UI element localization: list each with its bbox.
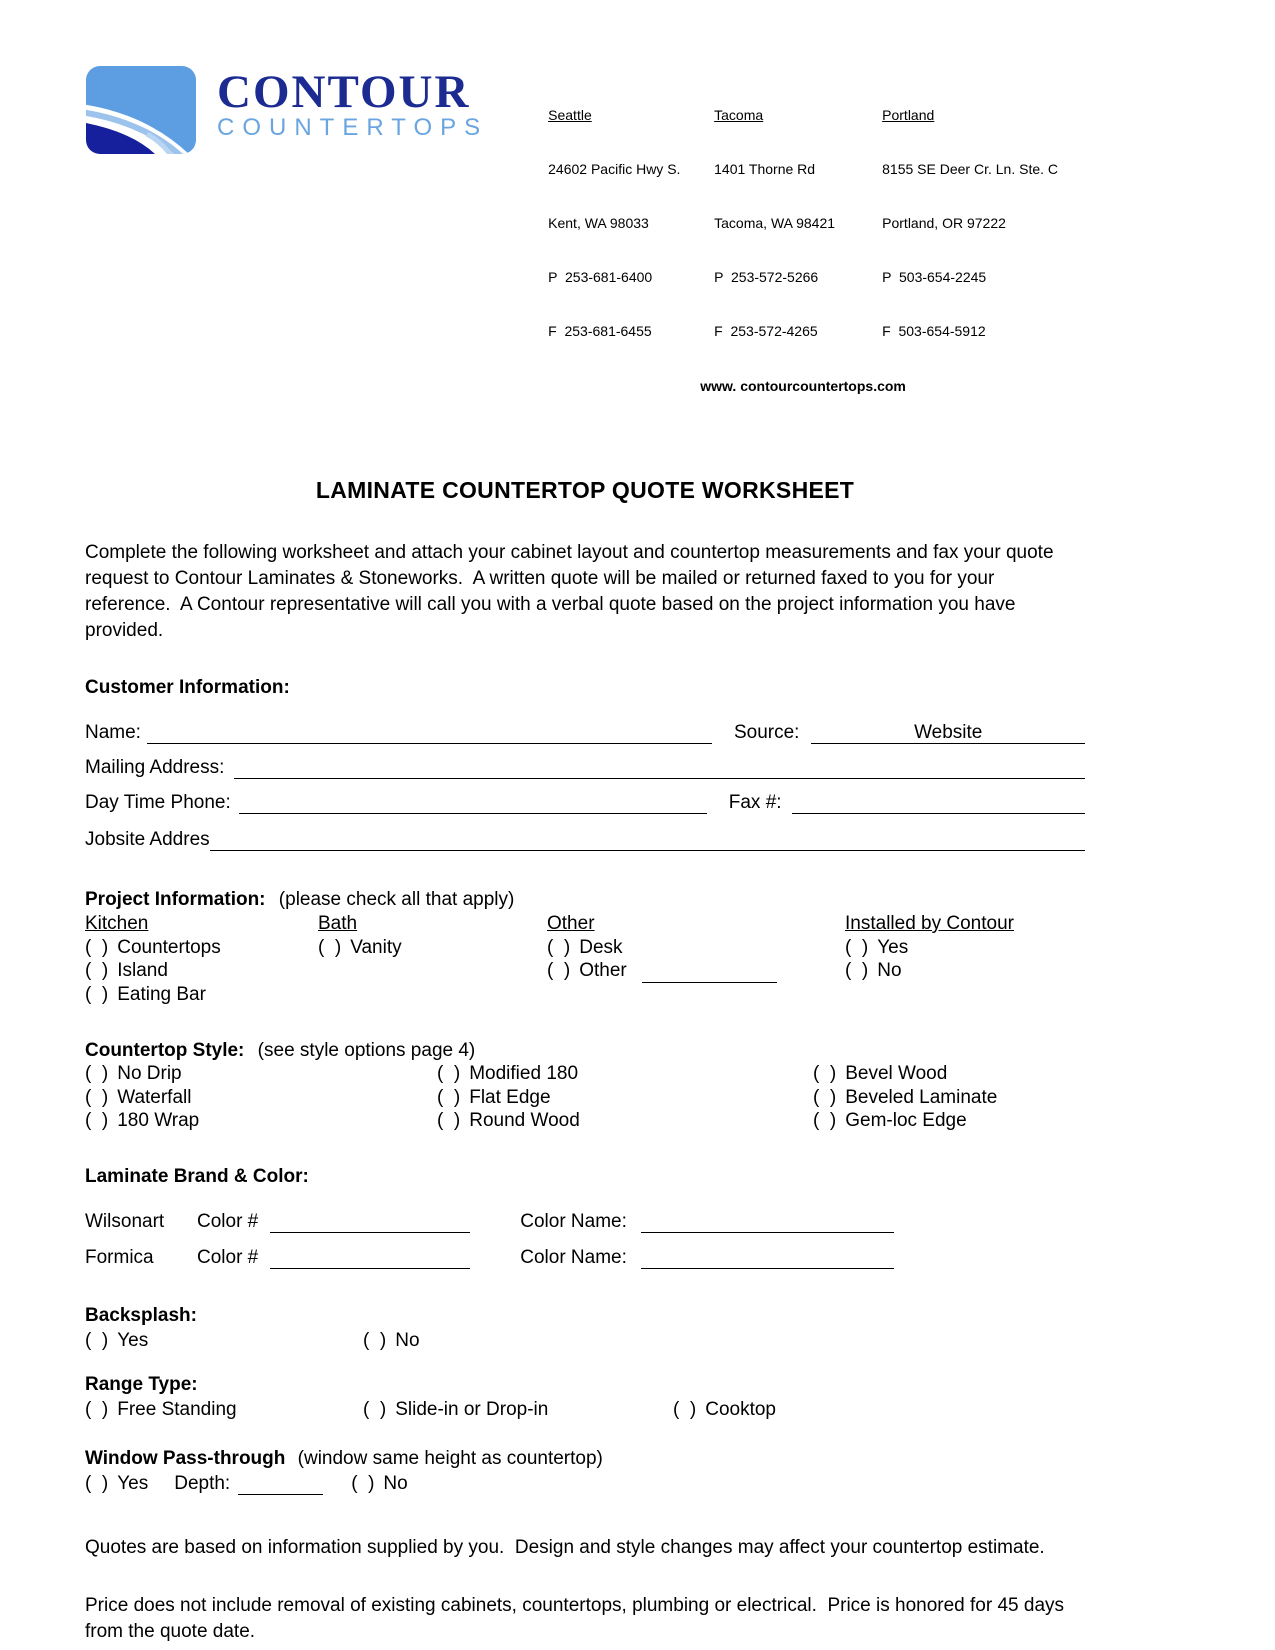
color-number-input-line[interactable] <box>270 1247 470 1269</box>
column-header: Other <box>547 913 595 934</box>
option-label: Island <box>117 960 168 981</box>
window-passthrough-note: (window same height as countertop) <box>297 1447 603 1469</box>
color-number-label: Color # <box>197 1246 259 1268</box>
company-logo <box>85 64 488 162</box>
location-address2: Kent, WA 98033 <box>548 215 649 231</box>
checkbox-option[interactable] <box>673 1398 776 1422</box>
location-address: 8155 SE Deer Cr. Ln. Ste. C <box>882 161 1059 177</box>
depth-label: Depth: <box>174 1473 231 1494</box>
option-label: Gem-loc Edge <box>845 1110 967 1131</box>
source-label: Source: <box>733 722 800 743</box>
checkbox-icon[interactable]: ( ) <box>318 936 342 958</box>
checkbox-option[interactable] <box>351 1472 408 1496</box>
formica-row <box>85 1247 1085 1269</box>
option-label: 180 Wrap <box>117 1110 200 1131</box>
checkbox-icon[interactable]: ( ) <box>85 936 109 958</box>
project-info-grid <box>85 912 1085 1006</box>
customer-info-heading: Customer Information: <box>85 677 290 698</box>
phone-row <box>85 792 1085 814</box>
backsplash-heading: Backsplash: <box>85 1304 197 1326</box>
countertop-style-note: (see style options page 4) <box>257 1040 476 1061</box>
window-passthrough-heading: Window Pass-through (window same height as countertop) <box>85 1447 603 1469</box>
option-label: Free Standing <box>117 1399 237 1420</box>
project-col-installed <box>845 912 1085 1006</box>
checkbox-icon[interactable]: ( ) <box>547 936 571 958</box>
location-fax: F 253-681-6455 <box>548 323 652 339</box>
range-type-options-row <box>85 1398 1085 1422</box>
backsplash-options-row <box>85 1329 1085 1353</box>
location-address2: Tacoma, WA 98421 <box>714 215 836 231</box>
project-info-note: (please check all that apply) <box>278 889 515 910</box>
option-label: Countertops <box>117 936 221 958</box>
jobsite-address-label: Jobsite Addres <box>85 829 210 850</box>
location-phone: P 253-681-6400 <box>548 269 653 285</box>
option-label: Slide-in or Drop-in <box>395 1399 549 1420</box>
header <box>85 64 1085 395</box>
location-address: 24602 Pacific Hwy S. <box>548 161 681 177</box>
checkbox-icon[interactable]: ( ) <box>673 1399 697 1420</box>
option-label: No <box>877 960 902 981</box>
mailing-address-input-line[interactable] <box>234 757 1085 779</box>
intro-paragraph: Complete the following worksheet and attach your cabinet layout and countertop measurements and fax your quote request to Contour Laminates & Stoneworks. A written quote will be mailed or returned faxed to you for your reference. A Contour representative will call you with a verbal quote based on the project information you have provided. <box>85 542 1059 641</box>
checkbox-option[interactable] <box>85 1086 437 1110</box>
name-input-line[interactable] <box>147 722 712 744</box>
checkbox-option[interactable] <box>318 936 547 960</box>
fax-label: Fax #: <box>728 792 782 813</box>
other-input-line[interactable] <box>642 961 777 983</box>
checkbox-option[interactable] <box>437 1086 813 1110</box>
color-number-input-line[interactable] <box>270 1211 470 1233</box>
color-name-input-line[interactable] <box>641 1247 894 1269</box>
option-label: Cooktop <box>705 1399 776 1420</box>
checkbox-option[interactable] <box>85 1062 437 1086</box>
checkbox-option[interactable] <box>363 1329 420 1353</box>
checkbox-option[interactable] <box>845 936 1085 960</box>
project-col-other <box>547 912 845 1006</box>
company-name: CONTOUR <box>217 66 471 118</box>
location-fax: F 253-572-4265 <box>714 323 818 339</box>
fax-input-line[interactable] <box>792 792 1085 814</box>
mailing-address-label: Mailing Address: <box>85 757 225 778</box>
quote-disclaimer: Quotes are based on information supplied by you. Design and style changes may affect your countertop estimate. <box>85 1537 1045 1558</box>
option-label: Modified 180 <box>469 1063 579 1084</box>
location-portland <box>882 70 1058 376</box>
checkbox-icon[interactable]: ( ) <box>85 1399 109 1420</box>
location-tacoma <box>714 70 882 376</box>
checkbox-option[interactable] <box>813 1109 1085 1133</box>
price-disclaimer: Price does not include removal of existing cabinets, countertops, plumbing or electrical. Price is honored for 45 days from the quote date. <box>85 1595 1070 1642</box>
checkbox-option[interactable] <box>813 1062 1085 1086</box>
contact-info <box>548 64 1058 395</box>
wilsonart-row <box>85 1211 1085 1233</box>
checkbox-icon[interactable]: ( ) <box>845 936 869 958</box>
checkbox-icon[interactable]: ( ) <box>437 1086 461 1108</box>
option-label: Eating Bar <box>117 983 206 1005</box>
checkbox-icon[interactable]: ( ) <box>85 1329 109 1351</box>
logo-swoosh-icon <box>85 64 197 162</box>
option-label: Other <box>579 960 627 981</box>
checkbox-option[interactable] <box>363 1398 673 1422</box>
checkbox-option[interactable] <box>813 1086 1085 1110</box>
jobsite-address-row <box>85 829 1085 851</box>
checkbox-option[interactable] <box>85 983 318 1007</box>
checkbox-icon[interactable]: ( ) <box>85 1086 109 1108</box>
source-value: Website <box>914 722 983 743</box>
checkbox-icon[interactable]: ( ) <box>813 1063 837 1084</box>
color-name-label: Color Name: <box>520 1246 627 1268</box>
company-wordmark <box>217 64 488 141</box>
checkbox-icon[interactable]: ( ) <box>85 1063 109 1084</box>
company-subname: COUNTERTOPS <box>217 114 489 141</box>
name-label: Name: <box>85 722 141 743</box>
checkbox-icon[interactable]: ( ) <box>85 1472 109 1494</box>
window-passthrough-row <box>85 1472 1085 1496</box>
checkbox-icon[interactable]: ( ) <box>85 960 109 981</box>
countertop-style-heading: Countertop Style: (see style options page 4) <box>85 1040 476 1061</box>
option-label: No Drip <box>117 1063 182 1084</box>
column-header: Bath <box>318 913 358 934</box>
checkbox-option[interactable] <box>85 1109 437 1133</box>
option-label: Round Wood <box>469 1110 580 1131</box>
option-label: Desk <box>579 936 623 958</box>
checkbox-option[interactable] <box>547 959 845 983</box>
option-label: Flat Edge <box>469 1086 551 1108</box>
laminate-heading: Laminate Brand & Color: <box>85 1165 309 1187</box>
option-label: No <box>383 1472 408 1494</box>
project-info-heading: Project Information: (please check all that apply) <box>85 889 515 910</box>
location-fax: F 503-654-5912 <box>882 323 986 339</box>
option-label: Yes <box>877 936 909 958</box>
checkbox-option[interactable] <box>547 936 845 960</box>
source-input-line[interactable] <box>811 722 1085 744</box>
location-city: Portland <box>882 107 935 123</box>
brand-label: Formica <box>85 1246 154 1268</box>
page-title: LAMINATE COUNTERTOP QUOTE WORKSHEET <box>315 477 855 503</box>
checkbox-icon[interactable]: ( ) <box>85 983 109 1005</box>
jobsite-address-input-line[interactable] <box>210 829 1085 851</box>
color-number-label: Color # <box>197 1210 259 1232</box>
checkbox-option[interactable] <box>437 1062 813 1086</box>
name-row <box>85 722 1085 744</box>
option-label: Waterfall <box>117 1086 192 1108</box>
checkbox-icon[interactable]: ( ) <box>363 1329 387 1351</box>
project-col-kitchen <box>85 912 318 1006</box>
checkbox-icon[interactable]: ( ) <box>85 1110 109 1131</box>
mailing-address-row <box>85 757 1085 779</box>
checkbox-option[interactable] <box>85 959 318 983</box>
checkbox-icon[interactable]: ( ) <box>813 1110 837 1131</box>
checkbox-option[interactable] <box>85 936 318 960</box>
location-address: 1401 Thorne Rd <box>714 161 816 177</box>
location-phone: P 253-572-5266 <box>714 269 819 285</box>
option-label: Bevel Wood <box>845 1063 948 1084</box>
location-city: Seattle <box>548 107 592 123</box>
color-name-label: Color Name: <box>520 1210 627 1232</box>
option-label: Beveled Laminate <box>845 1086 998 1108</box>
column-header: Kitchen <box>85 913 149 934</box>
option-label: Yes <box>117 1329 149 1351</box>
checkbox-icon[interactable]: ( ) <box>351 1472 375 1494</box>
project-col-bath <box>318 912 547 1006</box>
range-type-heading: Range Type: <box>85 1374 198 1395</box>
option-label: Yes <box>117 1472 149 1494</box>
location-address2: Portland, OR 97222 <box>882 215 1006 231</box>
checkbox-icon[interactable]: ( ) <box>363 1399 387 1420</box>
checkbox-option[interactable] <box>437 1109 813 1133</box>
location-seattle <box>548 70 714 376</box>
checkbox-icon[interactable]: ( ) <box>547 960 571 981</box>
brand-label: Wilsonart <box>85 1210 165 1232</box>
countertop-style-grid <box>85 1062 1085 1133</box>
phone-label: Day Time Phone: <box>85 792 231 813</box>
checkbox-icon[interactable]: ( ) <box>437 1110 461 1131</box>
depth-input-line[interactable] <box>238 1473 323 1495</box>
checkbox-option[interactable] <box>85 1472 148 1496</box>
checkbox-option[interactable] <box>85 1329 363 1353</box>
phone-input-line[interactable] <box>239 792 707 814</box>
checkbox-icon[interactable]: ( ) <box>845 960 869 981</box>
checkbox-icon[interactable]: ( ) <box>813 1086 837 1108</box>
location-phone: P 503-654-2245 <box>882 269 987 285</box>
checkbox-option[interactable] <box>85 1398 363 1422</box>
checkbox-option[interactable] <box>845 959 1085 983</box>
website-url: www. contourcountertops.com <box>700 378 906 394</box>
option-label: Vanity <box>350 936 402 958</box>
checkbox-icon[interactable]: ( ) <box>437 1063 461 1084</box>
color-name-input-line[interactable] <box>641 1211 894 1233</box>
option-label: No <box>395 1329 420 1351</box>
column-header: Installed by Contour <box>845 913 1014 934</box>
location-city: Tacoma <box>714 107 764 123</box>
